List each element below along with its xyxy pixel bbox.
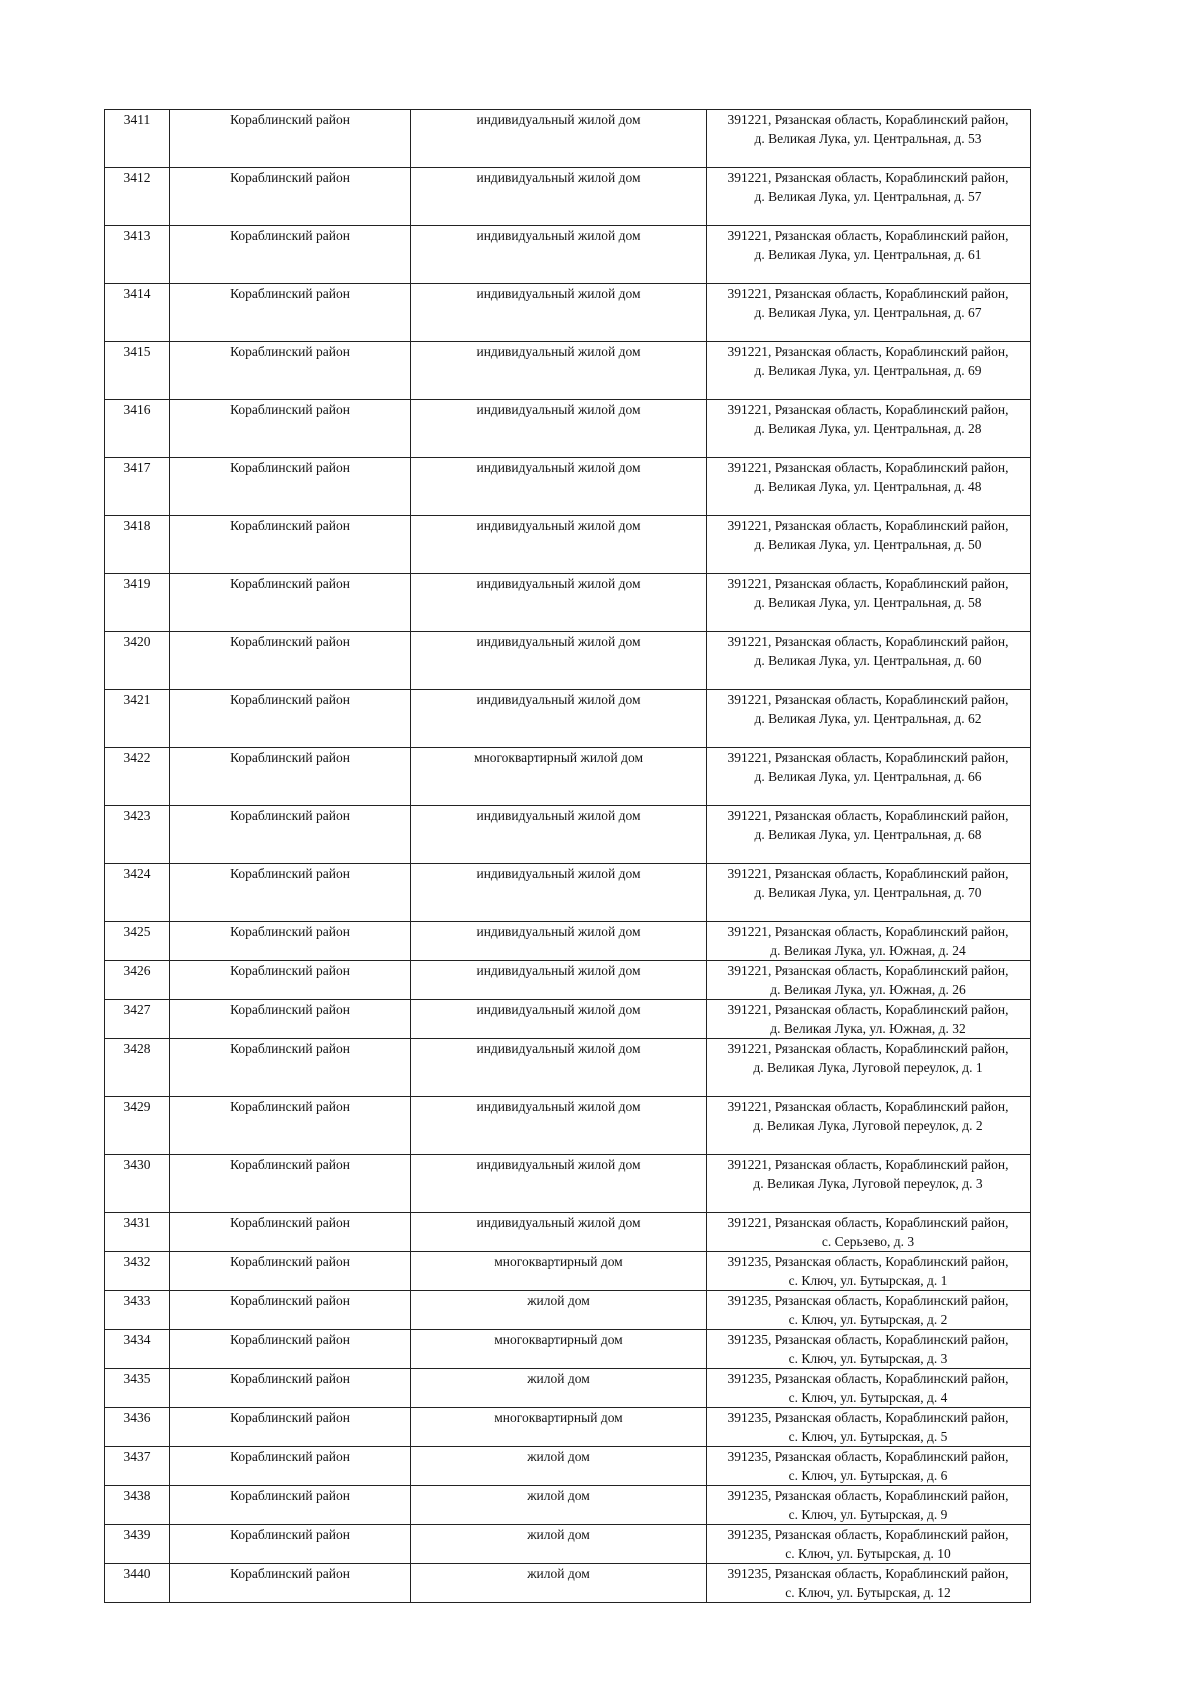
address-line-2: д. Великая Лука, ул. Центральная, д. 58 [754,595,982,610]
address-line-1: 391221, Рязанская область, Кораблинский район, [727,170,1009,185]
address-cell [707,1039,1031,1097]
address-line-2: д. Великая Лука, ул. Центральная, д. 67 [754,305,982,320]
table-row [105,748,1031,806]
address-cell [707,1525,1031,1564]
address-cell [707,632,1031,690]
address-line-2: с. Ключ, ул. Бутырская, д. 12 [785,1585,951,1600]
table-row [105,961,1031,1000]
address-line-1: 391221, Рязанская область, Кораблинский район, [727,1002,1009,1017]
building-type-cell: многоквартирный дом [411,1330,707,1369]
address-cell [707,516,1031,574]
address-line-2: д. Великая Лука, Луговой переулок, д. 2 [753,1118,983,1133]
address-line-1: 391221, Рязанская область, Кораблинский район, [727,112,1009,127]
row-number-cell: 3428 [105,1039,170,1097]
building-type-cell: индивидуальный жилой дом [411,1039,707,1097]
address-line-1: 391221, Рязанская область, Кораблинский район, [727,692,1009,707]
building-type-cell: многоквартирный дом [411,1252,707,1291]
address-cell [707,1330,1031,1369]
district-cell: Кораблинский район [170,1252,411,1291]
address-line-1: 391235, Рязанская область, Кораблинский район, [727,1449,1009,1464]
row-number-cell: 3440 [105,1564,170,1603]
row-number-cell: 3419 [105,574,170,632]
address-line-1: 391221, Рязанская область, Кораблинский район, [727,634,1009,649]
table-row [105,1330,1031,1369]
building-type-cell: индивидуальный жилой дом [411,110,707,168]
district-cell: Кораблинский район [170,1486,411,1525]
building-type-cell: жилой дом [411,1291,707,1330]
address-cell [707,284,1031,342]
building-type-cell: индивидуальный жилой дом [411,922,707,961]
address-line-1: 391221, Рязанская область, Кораблинский район, [727,402,1009,417]
address-cell [707,864,1031,922]
row-number-cell: 3420 [105,632,170,690]
district-cell: Кораблинский район [170,1408,411,1447]
address-cell [707,168,1031,226]
district-cell: Кораблинский район [170,748,411,806]
address-cell [707,690,1031,748]
address-cell [707,1291,1031,1330]
table-row [105,690,1031,748]
address-line-2: д. Великая Лука, Луговой переулок, д. 1 [753,1060,983,1075]
table-row [105,1213,1031,1252]
row-number-cell: 3416 [105,400,170,458]
district-cell: Кораблинский район [170,1213,411,1252]
address-cell [707,1155,1031,1213]
row-number-cell: 3418 [105,516,170,574]
address-line-2: с. Ключ, ул. Бутырская, д. 2 [788,1312,948,1327]
row-number-cell: 3422 [105,748,170,806]
district-cell: Кораблинский район [170,806,411,864]
row-number-cell: 3431 [105,1213,170,1252]
row-number-cell: 3426 [105,961,170,1000]
district-cell: Кораблинский район [170,226,411,284]
address-line-1: 391235, Рязанская область, Кораблинский район, [727,1371,1009,1386]
row-number-cell: 3430 [105,1155,170,1213]
row-number-cell: 3412 [105,168,170,226]
row-number-cell: 3438 [105,1486,170,1525]
building-type-cell: индивидуальный жилой дом [411,168,707,226]
district-cell: Кораблинский район [170,961,411,1000]
address-line-1: 391221, Рязанская область, Кораблинский район, [727,1157,1009,1172]
table-row [105,1564,1031,1603]
district-cell: Кораблинский район [170,690,411,748]
address-line-1: 391221, Рязанская область, Кораблинский район, [727,866,1009,881]
address-cell [707,1213,1031,1252]
table-row [105,1486,1031,1525]
district-cell: Кораблинский район [170,1525,411,1564]
table-row [105,864,1031,922]
address-line-2: д. Великая Лука, ул. Центральная, д. 48 [754,479,982,494]
row-number-cell: 3423 [105,806,170,864]
address-cell [707,1000,1031,1039]
table-row [105,806,1031,864]
building-type-cell: индивидуальный жилой дом [411,1213,707,1252]
registry-table-body [105,110,1031,1603]
table-row [105,1447,1031,1486]
row-number-cell: 3439 [105,1525,170,1564]
address-cell [707,961,1031,1000]
district-cell: Кораблинский район [170,1369,411,1408]
district-cell: Кораблинский район [170,1097,411,1155]
district-cell: Кораблинский район [170,864,411,922]
row-number-cell: 3429 [105,1097,170,1155]
district-cell: Кораблинский район [170,922,411,961]
table-row [105,1097,1031,1155]
table-row [105,226,1031,284]
building-type-cell: индивидуальный жилой дом [411,632,707,690]
address-line-1: 391221, Рязанская область, Кораблинский район, [727,518,1009,533]
address-line-1: 391221, Рязанская область, Кораблинский район, [727,286,1009,301]
row-number-cell: 3415 [105,342,170,400]
district-cell: Кораблинский район [170,574,411,632]
building-type-cell: индивидуальный жилой дом [411,574,707,632]
district-cell: Кораблинский район [170,110,411,168]
address-line-2: с. Ключ, ул. Бутырская, д. 6 [788,1468,948,1483]
address-cell [707,342,1031,400]
address-line-2: с. Ключ, ул. Бутырская, д. 5 [788,1429,948,1444]
building-type-cell: индивидуальный жилой дом [411,690,707,748]
building-type-cell: жилой дом [411,1486,707,1525]
address-line-2: с. Ключ, ул. Бутырская, д. 9 [788,1507,948,1522]
district-cell: Кораблинский район [170,1564,411,1603]
building-type-cell: индивидуальный жилой дом [411,284,707,342]
district-cell: Кораблинский район [170,632,411,690]
address-line-2: д. Великая Лука, ул. Центральная, д. 53 [754,131,982,146]
address-line-1: 391221, Рязанская область, Кораблинский район, [727,576,1009,591]
table-row [105,110,1031,168]
table-row [105,922,1031,961]
address-line-2: д. Великая Лука, Луговой переулок, д. 3 [753,1176,983,1191]
district-cell: Кораблинский район [170,1039,411,1097]
address-cell [707,1564,1031,1603]
district-cell: Кораблинский район [170,1155,411,1213]
address-line-1: 391221, Рязанская область, Кораблинский район, [727,344,1009,359]
address-line-2: д. Великая Лука, ул. Центральная, д. 68 [754,827,982,842]
address-line-2: д. Великая Лука, ул. Центральная, д. 57 [754,189,982,204]
row-number-cell: 3413 [105,226,170,284]
address-line-2: д. Великая Лука, ул. Центральная, д. 62 [754,711,982,726]
housing-registry-table [104,109,1031,1603]
table-row [105,458,1031,516]
table-row [105,1369,1031,1408]
building-type-cell: многоквартирный жилой дом [411,748,707,806]
district-cell: Кораблинский район [170,284,411,342]
building-type-cell: жилой дом [411,1525,707,1564]
address-line-2: д. Великая Лука, ул. Южная, д. 24 [770,943,966,958]
address-cell [707,748,1031,806]
table-row [105,516,1031,574]
row-number-cell: 3435 [105,1369,170,1408]
address-line-2: с. Ключ, ул. Бутырская, д. 3 [788,1351,948,1366]
building-type-cell: индивидуальный жилой дом [411,806,707,864]
address-line-1: 391221, Рязанская область, Кораблинский район, [727,1099,1009,1114]
address-cell [707,574,1031,632]
address-line-2: д. Великая Лука, ул. Южная, д. 26 [770,982,966,997]
address-cell [707,1097,1031,1155]
address-line-1: 391221, Рязанская область, Кораблинский район, [727,1041,1009,1056]
address-line-1: 391221, Рязанская область, Кораблинский район, [727,750,1009,765]
address-line-1: 391235, Рязанская область, Кораблинский район, [727,1527,1009,1542]
address-line-2: д. Великая Лука, ул. Центральная, д. 66 [754,769,982,784]
address-line-1: 391235, Рязанская область, Кораблинский район, [727,1488,1009,1503]
address-line-2: д. Великая Лука, ул. Центральная, д. 60 [754,653,982,668]
district-cell: Кораблинский район [170,1000,411,1039]
address-cell [707,1408,1031,1447]
address-line-1: 391235, Рязанская область, Кораблинский район, [727,1410,1009,1425]
address-line-2: д. Великая Лука, ул. Центральная, д. 28 [754,421,982,436]
address-line-1: 391221, Рязанская область, Кораблинский район, [727,460,1009,475]
district-cell: Кораблинский район [170,168,411,226]
building-type-cell: индивидуальный жилой дом [411,1097,707,1155]
table-row [105,1155,1031,1213]
row-number-cell: 3417 [105,458,170,516]
row-number-cell: 3427 [105,1000,170,1039]
address-line-2: д. Великая Лука, ул. Южная, д. 32 [770,1021,966,1036]
table-row [105,1291,1031,1330]
address-cell [707,400,1031,458]
table-row [105,632,1031,690]
building-type-cell: индивидуальный жилой дом [411,1000,707,1039]
row-number-cell: 3437 [105,1447,170,1486]
row-number-cell: 3425 [105,922,170,961]
table-row [105,284,1031,342]
address-cell [707,226,1031,284]
address-line-1: 391221, Рязанская область, Кораблинский район, [727,228,1009,243]
row-number-cell: 3424 [105,864,170,922]
row-number-cell: 3421 [105,690,170,748]
table-row [105,168,1031,226]
district-cell: Кораблинский район [170,516,411,574]
address-line-2: с. Ключ, ул. Бутырская, д. 1 [788,1273,948,1288]
address-cell [707,922,1031,961]
building-type-cell: индивидуальный жилой дом [411,516,707,574]
address-line-2: д. Великая Лука, ул. Центральная, д. 70 [754,885,982,900]
district-cell: Кораблинский район [170,1447,411,1486]
address-cell [707,1486,1031,1525]
row-number-cell: 3434 [105,1330,170,1369]
table-row [105,1252,1031,1291]
table-row [105,1000,1031,1039]
address-line-1: 391221, Рязанская область, Кораблинский район, [727,1215,1009,1230]
row-number-cell: 3414 [105,284,170,342]
building-type-cell: индивидуальный жилой дом [411,342,707,400]
address-line-1: 391235, Рязанская область, Кораблинский район, [727,1293,1009,1308]
address-line-1: 391221, Рязанская область, Кораблинский район, [727,963,1009,978]
table-row [105,574,1031,632]
address-cell [707,1252,1031,1291]
district-cell: Кораблинский район [170,1330,411,1369]
building-type-cell: индивидуальный жилой дом [411,226,707,284]
row-number-cell: 3436 [105,1408,170,1447]
address-line-1: 391221, Рязанская область, Кораблинский район, [727,924,1009,939]
address-line-2: д. Великая Лука, ул. Центральная, д. 69 [754,363,982,378]
building-type-cell: жилой дом [411,1369,707,1408]
address-line-2: с. Ключ, ул. Бутырская, д. 4 [788,1390,948,1405]
address-line-2: с. Серьзево, д. 3 [821,1234,915,1249]
district-cell: Кораблинский район [170,342,411,400]
table-row [105,1408,1031,1447]
district-cell: Кораблинский район [170,1291,411,1330]
address-cell [707,458,1031,516]
table-row [105,1039,1031,1097]
address-cell [707,1447,1031,1486]
building-type-cell: индивидуальный жилой дом [411,400,707,458]
building-type-cell: индивидуальный жилой дом [411,1155,707,1213]
building-type-cell: индивидуальный жилой дом [411,961,707,1000]
building-type-cell: индивидуальный жилой дом [411,458,707,516]
address-line-1: 391235, Рязанская область, Кораблинский район, [727,1254,1009,1269]
row-number-cell: 3411 [105,110,170,168]
table-row [105,400,1031,458]
district-cell: Кораблинский район [170,400,411,458]
building-type-cell: индивидуальный жилой дом [411,864,707,922]
address-line-1: 391235, Рязанская область, Кораблинский район, [727,1566,1009,1581]
address-line-2: с. Ключ, ул. Бутырская, д. 10 [785,1546,951,1561]
address-line-1: 391221, Рязанская область, Кораблинский район, [727,808,1009,823]
address-cell [707,1369,1031,1408]
address-line-2: д. Великая Лука, ул. Центральная, д. 50 [754,537,982,552]
row-number-cell: 3433 [105,1291,170,1330]
row-number-cell: 3432 [105,1252,170,1291]
building-type-cell: жилой дом [411,1447,707,1486]
table-row [105,342,1031,400]
district-cell: Кораблинский район [170,458,411,516]
address-cell [707,110,1031,168]
table-row [105,1525,1031,1564]
address-line-2: д. Великая Лука, ул. Центральная, д. 61 [754,247,982,262]
address-cell [707,806,1031,864]
building-type-cell: многоквартирный дом [411,1408,707,1447]
address-line-1: 391235, Рязанская область, Кораблинский район, [727,1332,1009,1347]
building-type-cell: жилой дом [411,1564,707,1603]
